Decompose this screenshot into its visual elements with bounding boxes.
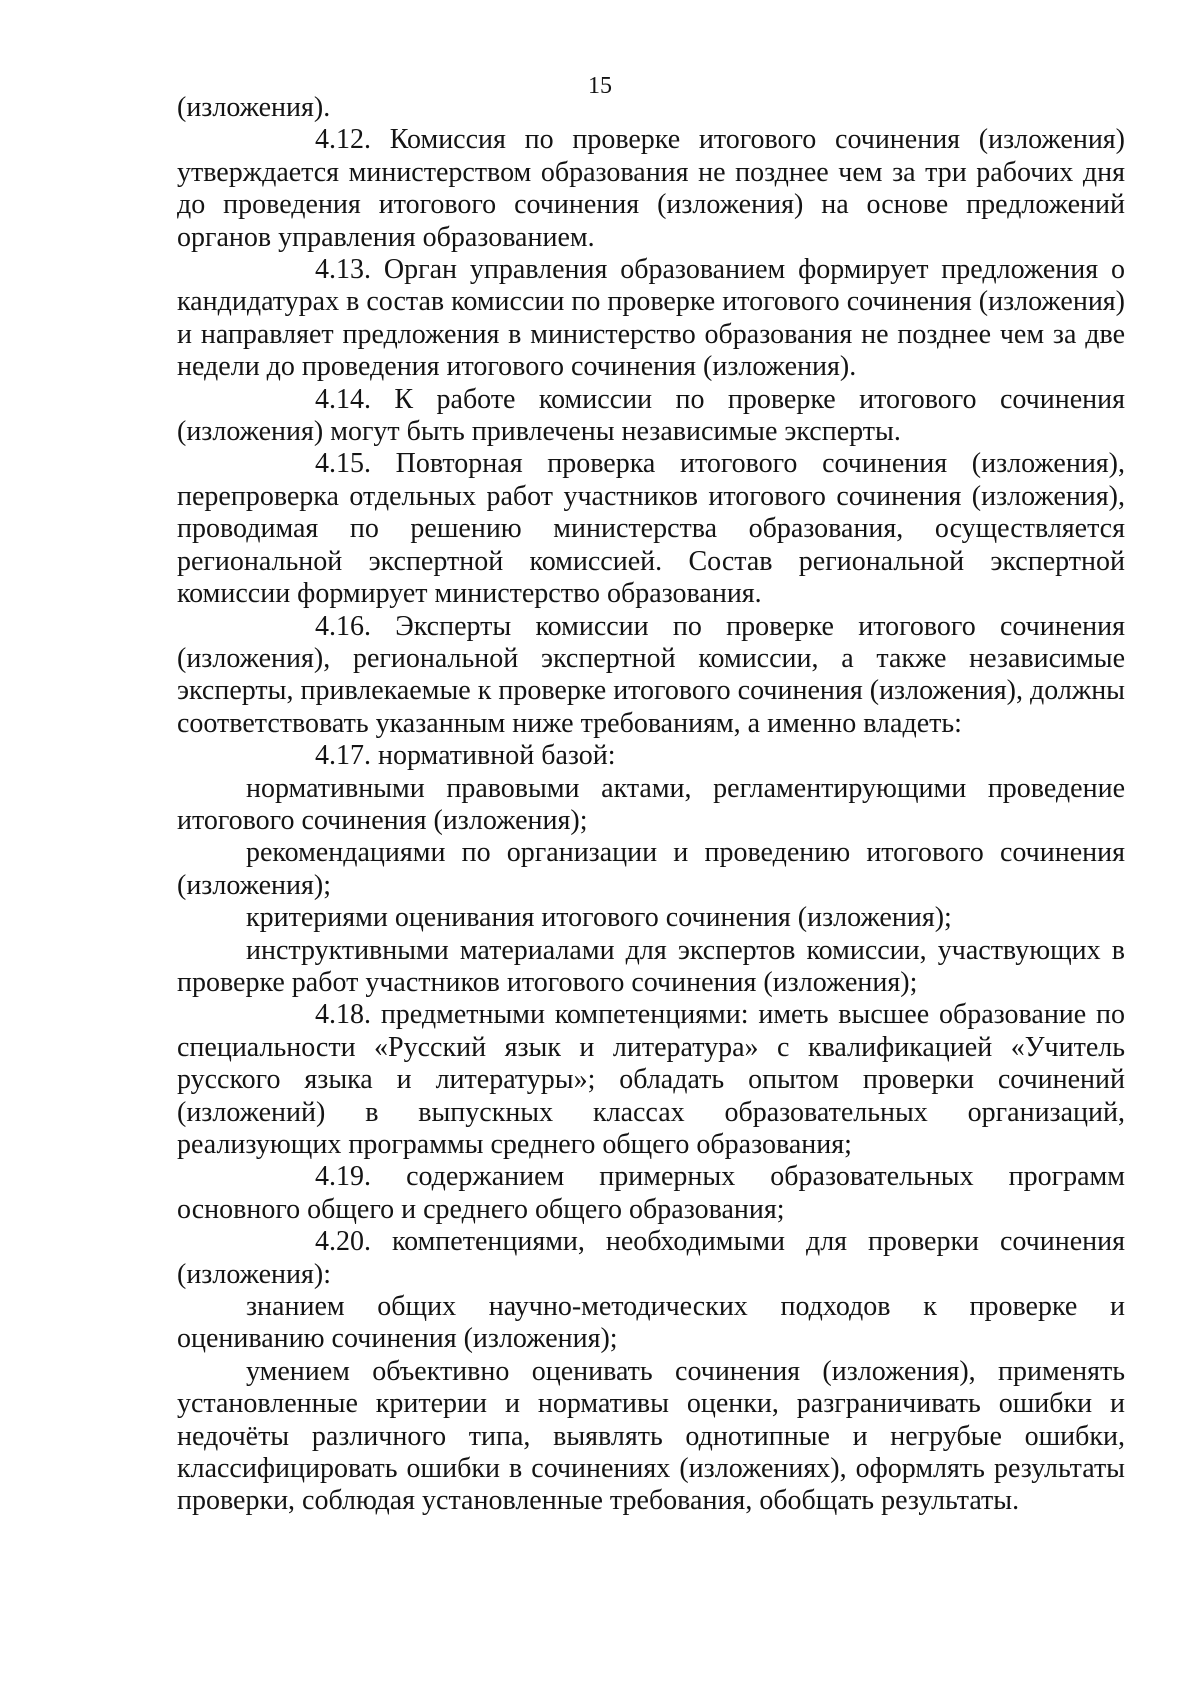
paragraph-number: 4.18. [315, 999, 371, 1031]
paragraph-text: Комиссия по проверке итогового сочинения (изложения) утверждается министерством образования не позднее чем за три рабочих дня до проведения итогового сочинения (изложения) на основе предложений органов управления образованием. [177, 124, 1126, 253]
document-body [177, 92, 1125, 1518]
paragraph-text: компетенциями, необходимыми для проверки сочинения (изложения): [177, 1226, 1125, 1290]
paragraph-text: инструктивными материалами для экспертов комиссии, участвующих в проверке работ участников итогового сочинения (изложения); [177, 934, 1125, 998]
paragraph [177, 92, 1125, 124]
paragraph-number: 4.15. [315, 448, 371, 480]
paragraph [177, 1356, 1125, 1518]
paragraph [177, 1291, 1125, 1356]
paragraph-text: критериями оценивания итогового сочинения (изложения); [246, 902, 952, 934]
numbered-paragraph [177, 1226, 1125, 1291]
numbered-paragraph [177, 611, 1125, 741]
paragraph-number: 4.20. [315, 1226, 371, 1258]
paragraph-number: 4.19. [315, 1161, 371, 1193]
paragraph-text: предметными компетенциями: иметь высшее образование по специальности «Русский язык и литература» с квалификацией «Учитель русского языка и литературы»; обладать опытом проверки сочинений (изложений) в выпускных классах образовательных организаций, реализующих программы среднего общего образования; [177, 999, 1125, 1160]
paragraph [177, 902, 1125, 934]
numbered-paragraph [177, 384, 1125, 449]
numbered-paragraph [177, 448, 1125, 610]
numbered-paragraph [177, 999, 1125, 1161]
paragraph-text: знанием общих научно-методических подходов к проверке и оцениванию сочинения (изложения); [177, 1291, 1125, 1355]
paragraph [177, 837, 1125, 902]
paragraph-text: Орган управления образованием формирует предложения о кандидатурах в состав комиссии по проверке итогового сочинения (изложения) и направляет предложения в министерство образования не позднее чем за две недели до проведения итогового сочинения (изложения). [177, 254, 1125, 383]
paragraph [177, 773, 1125, 838]
paragraph-text: нормативными правовыми актами, регламентирующими проведение итогового сочинения (изложения); [177, 772, 1125, 836]
paragraph-text: Повторная проверка итогового сочинения (изложения), перепроверка отдельных работ участников итогового сочинения (изложения), проводимая по решению министерства образования, осуществляется региональной экспертной комиссией. Состав региональной экспертной комиссии формирует министерство образования. [177, 448, 1126, 610]
paragraph-number: 4.14. [315, 383, 371, 415]
numbered-paragraph [177, 1161, 1125, 1226]
paragraph-text: рекомендациями по организации и проведению итогового сочинения (изложения); [177, 837, 1125, 901]
page-number: 15 [588, 73, 612, 99]
paragraph-number: 4.12. [315, 124, 371, 156]
numbered-paragraph [177, 254, 1125, 384]
paragraph-text: Эксперты комиссии по проверке итогового сочинения (изложения), региональной экспертной комиссии, а также независимые эксперты, привлекаемые к проверке итогового сочинения (изложения), должны соответствовать указанным ниже требованиям, а именно владеть: [177, 610, 1126, 739]
numbered-paragraph [177, 124, 1125, 254]
paragraph-number: 4.13. [315, 254, 371, 286]
numbered-paragraph [177, 740, 1125, 772]
paragraph-number: 4.16. [315, 610, 371, 642]
paragraph-text: К работе комиссии по проверке итогового сочинения (изложения) могут быть привлечены независимые эксперты. [177, 383, 1126, 448]
paragraph-text: (изложения). [177, 92, 331, 123]
paragraph-text: умением объективно оценивать сочинения (изложения), применять установленные критерии и нормативы оценки, разграничивать ошибки и недочёты различного типа, выявлять однотипные и негрубые ошибки, классифицировать ошибки в сочинениях (изложениях), оформлять результаты проверки, соблюдая установленные требования, обобщать результаты. [177, 1355, 1125, 1517]
paragraph-text: нормативной базой: [378, 740, 616, 772]
paragraph-text: содержанием примерных образовательных программ основного общего и среднего общего образования; [177, 1161, 1125, 1225]
paragraph-number: 4.17. [315, 740, 371, 772]
paragraph [177, 935, 1125, 1000]
